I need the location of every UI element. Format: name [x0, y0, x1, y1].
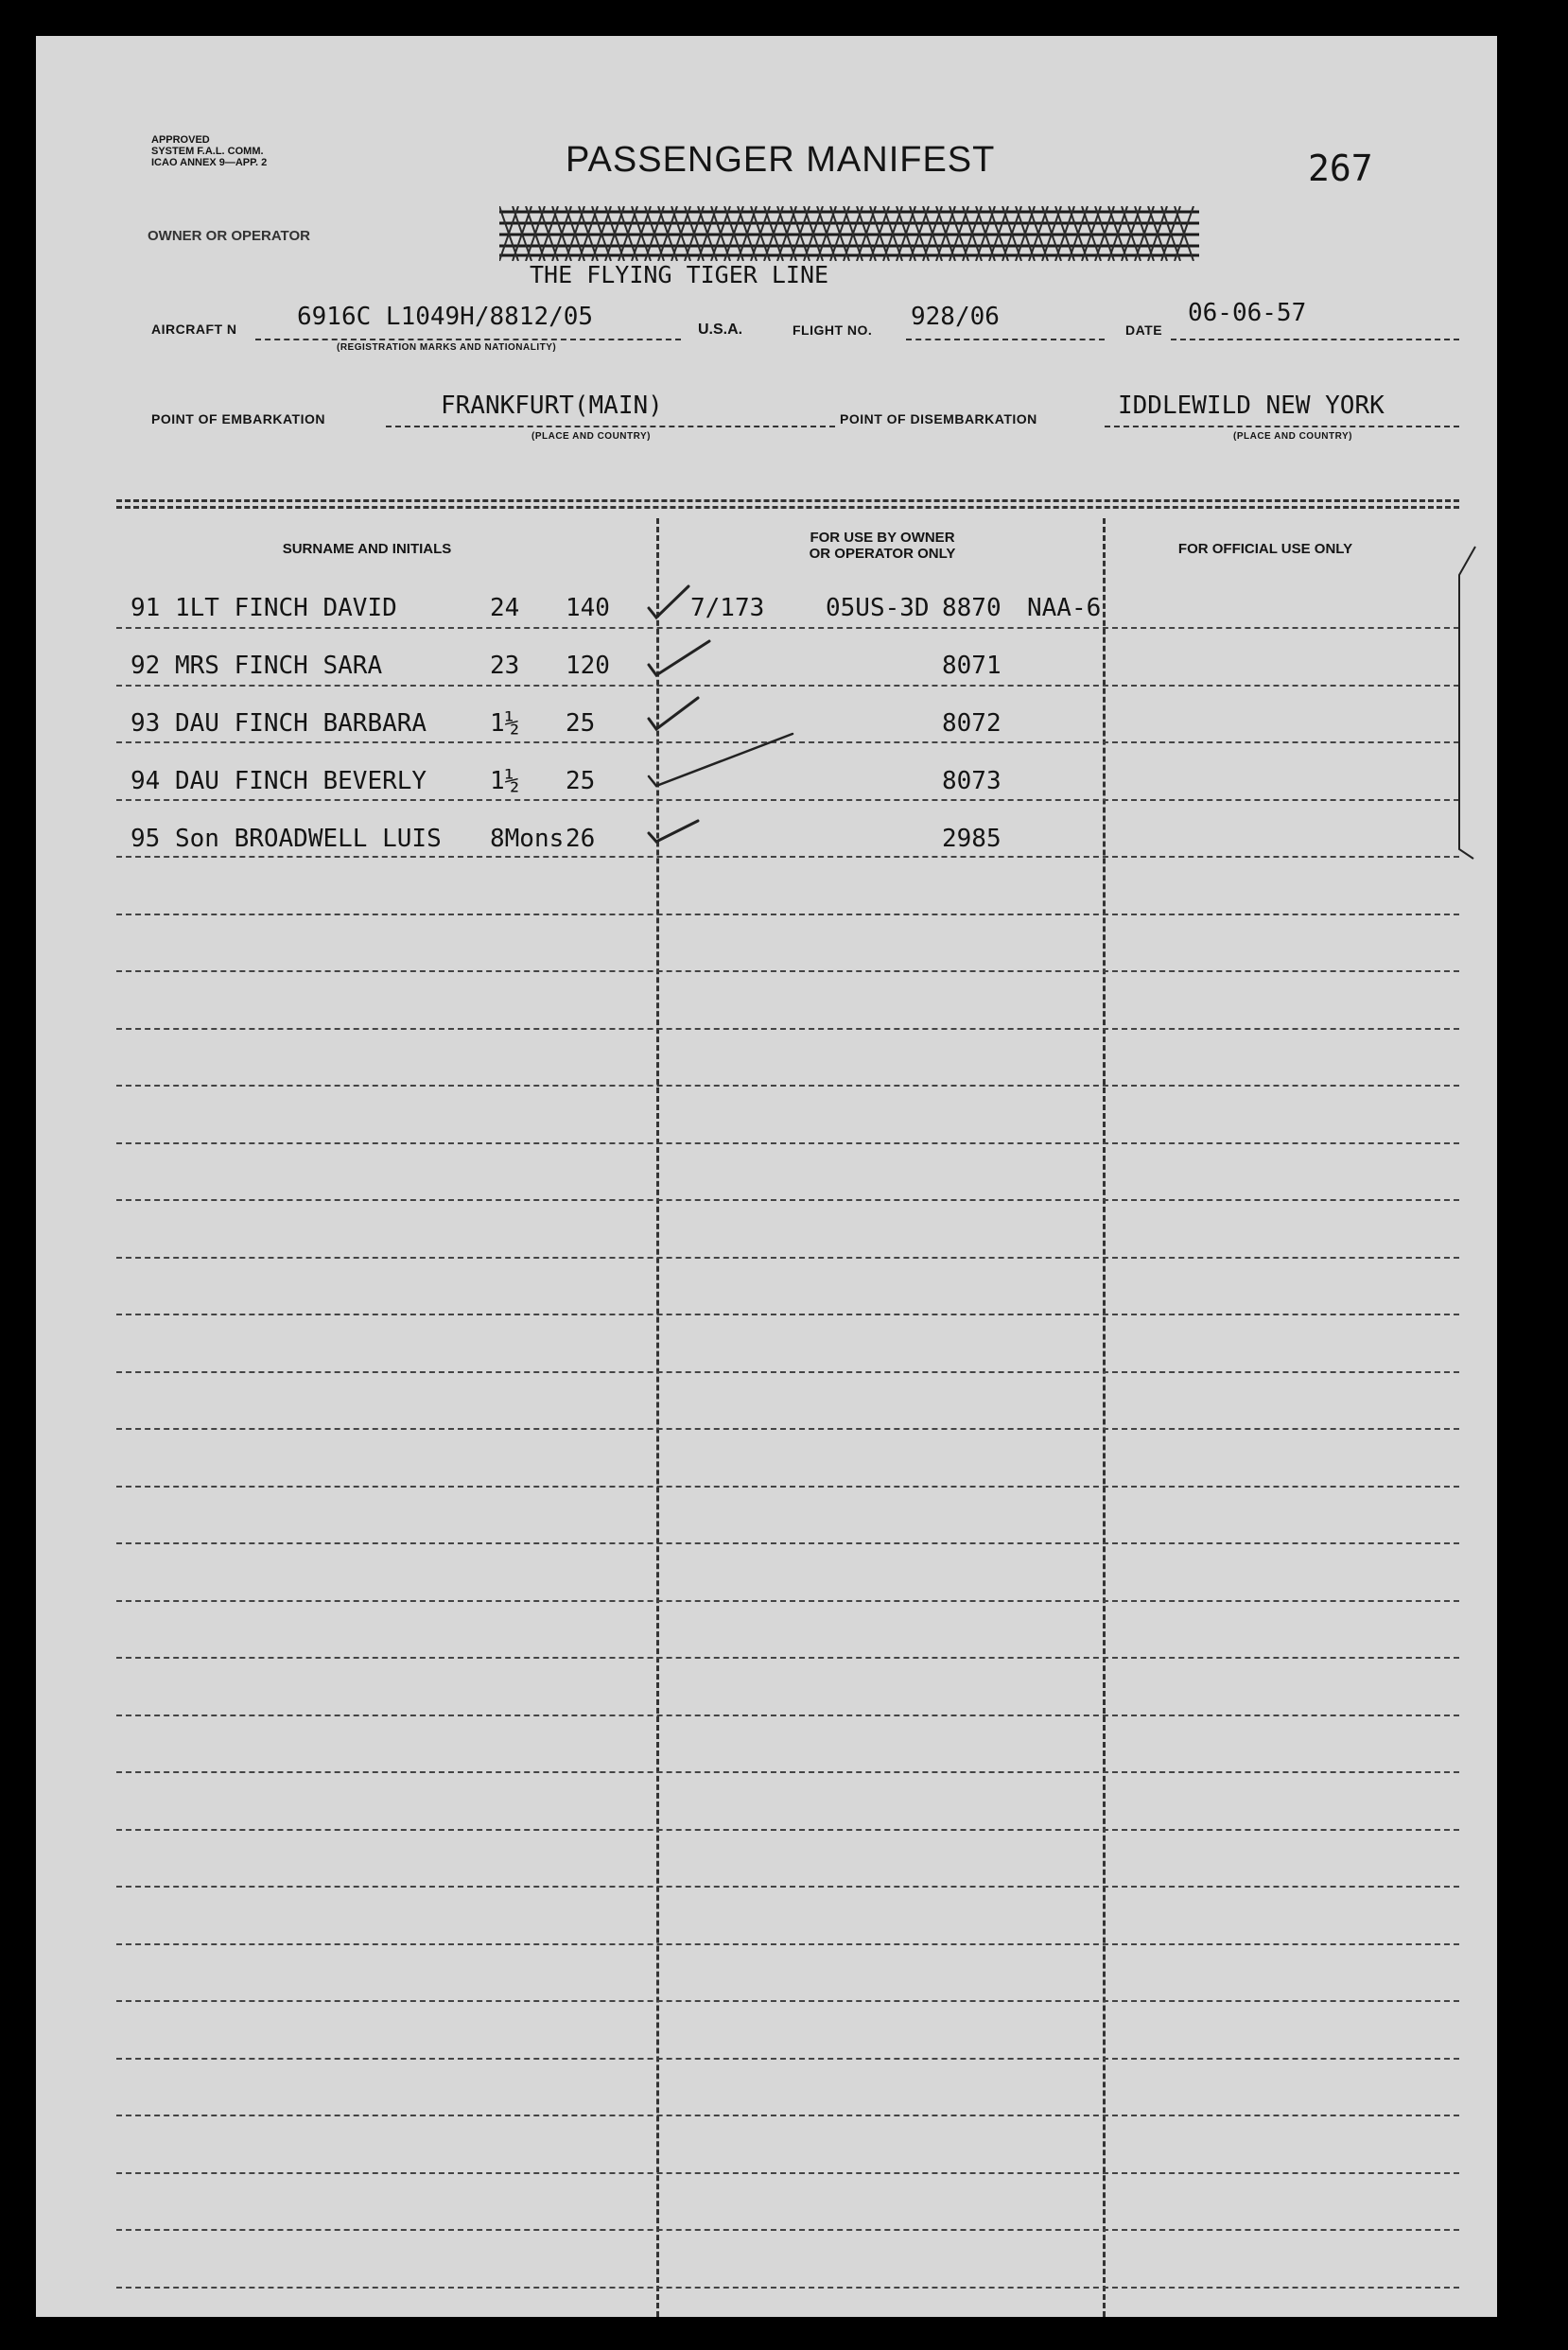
passenger-ticket: 2985: [942, 825, 1002, 853]
col-header-official-use: FOR OFFICIAL USE ONLY: [1177, 541, 1353, 557]
disembarkation-label: POINT OF DISEMBARKATION: [840, 411, 1037, 426]
approval-line: SYSTEM F.A.L. COMM.: [151, 146, 264, 157]
passenger-ticket: 8870: [942, 594, 1002, 622]
bracket-mark: [36, 36, 1497, 2317]
embarkation-value: FRANKFURT(MAIN): [441, 392, 663, 420]
passenger-ticket: 8073: [942, 767, 1002, 795]
passenger-ticket: 8071: [942, 652, 1002, 680]
passenger-weight: 25: [566, 767, 596, 795]
owner-label: OWNER OR OPERATOR: [148, 228, 310, 244]
operator-name: THE FLYING TIGER LINE: [530, 261, 829, 288]
passenger-age: 1½: [490, 767, 520, 795]
embarkation-caption: (PLACE AND COUNTRY): [531, 431, 651, 442]
date-label: DATE: [1125, 322, 1163, 338]
passenger-age: 23: [490, 652, 520, 680]
flight-label: FLIGHT NO.: [793, 322, 873, 338]
owner-use-line2: OR OPERATOR ONLY: [809, 546, 956, 562]
manifest-sheet: [36, 36, 1497, 2317]
passenger-extra: NAA-6: [1027, 594, 1102, 622]
passenger-name: 93 DAU FINCH BARBARA: [131, 709, 427, 738]
registration-caption: (REGISTRATION MARKS AND NATIONALITY): [337, 342, 557, 353]
aircraft-value: 6916C L1049H/8812/05: [297, 303, 594, 331]
passenger-name: 94 DAU FINCH BEVERLY: [131, 767, 427, 795]
col-header-names: SURNAME AND INITIALS: [282, 541, 452, 557]
passenger-weight: 120: [566, 652, 610, 680]
country-label: U.S.A.: [698, 322, 743, 338]
passenger-age: 8Mons: [490, 825, 565, 853]
flight-value: 928/06: [911, 303, 1000, 331]
embarkation-label: POINT OF EMBARKATION: [151, 411, 325, 426]
passenger-ref: 7/173: [690, 594, 765, 622]
passenger-code: 05US-3D: [826, 594, 930, 622]
passenger-name: 91 1LT FINCH DAVID: [131, 594, 397, 622]
passenger-weight: 25: [566, 709, 596, 738]
disembarkation-caption: (PLACE AND COUNTRY): [1233, 431, 1352, 442]
owner-use-line1: FOR USE BY OWNER: [810, 530, 955, 546]
passenger-age: 1½: [490, 709, 520, 738]
aircraft-label: AIRCRAFT N: [151, 322, 237, 337]
passenger-weight: 140: [566, 594, 610, 622]
page-number: 267: [1308, 148, 1373, 189]
approval-line: APPROVED: [151, 134, 210, 146]
form-title: PASSENGER MANIFEST: [566, 140, 996, 180]
disembarkation-value: IDDLEWILD NEW YORK: [1118, 392, 1385, 420]
date-value: 06-06-57: [1188, 299, 1307, 327]
passenger-name: 95 Son BROADWELL LUIS: [131, 825, 442, 853]
approval-line: ICAO ANNEX 9—APP. 2: [151, 157, 268, 168]
passenger-ticket: 8072: [942, 709, 1002, 738]
passenger-weight: 26: [566, 825, 596, 853]
passenger-age: 24: [490, 594, 520, 622]
passenger-name: 92 MRS FINCH SARA: [131, 652, 383, 680]
